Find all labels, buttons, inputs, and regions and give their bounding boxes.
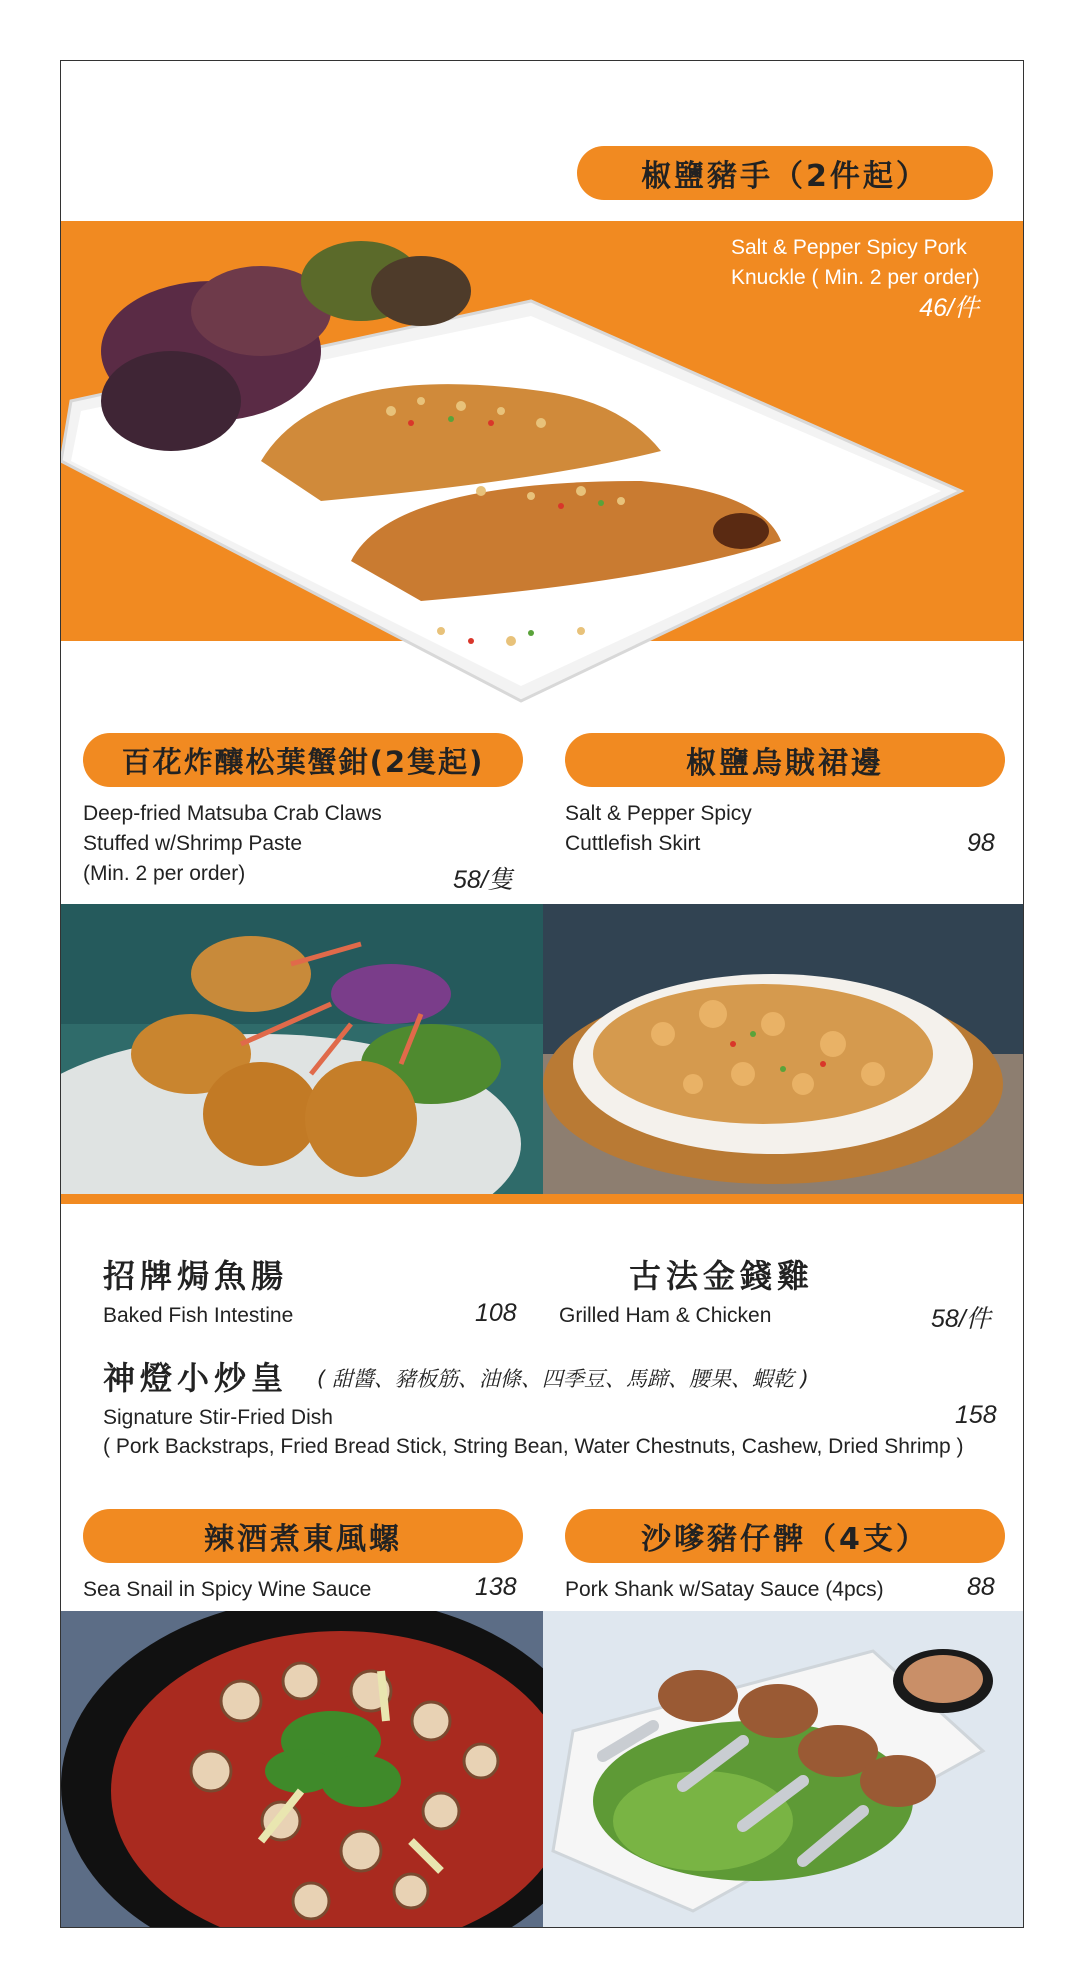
crab-claw-en-line2: Stuffed w/Shrimp Paste: [83, 832, 303, 855]
snail-pot-photo: [61, 1611, 543, 1928]
cuttlefish-photo: [543, 904, 1024, 1194]
crab-claw-desc: [83, 799, 503, 889]
menu-page: [60, 60, 1024, 1928]
cuttlefish-en-line1: Salt & Pepper Spicy: [565, 802, 752, 825]
snail-name-cn: 辣酒煮東風螺: [204, 1522, 402, 1557]
snail-title-pill: [83, 1509, 523, 1563]
crab-claw-title-pill: [83, 733, 523, 787]
pork-shank-name-cn: 沙嗲豬仔髀（4支）: [641, 1522, 929, 1557]
ham-chicken-name-en: Grilled Ham & Chicken: [559, 1304, 772, 1327]
pork-shank-name-en: Pork Shank w/Satay Sauce (4pcs): [565, 1578, 884, 1601]
pork-shank-title-pill: [565, 1509, 1005, 1563]
crab-claw-en-line3: (Min. 2 per order): [83, 862, 246, 885]
cuttlefish-en-line2: Cuttlefish Skirt: [565, 832, 701, 855]
stir-fry-ingredients-en: ( Pork Backstraps, Fried Bread Stick, String Bean, Water Chestnuts, Cashew, Dried Shrimp ): [103, 1435, 964, 1458]
featured-title-pill: [577, 146, 993, 200]
fish-intestine-name-cn: 招牌焗魚腸: [103, 1257, 289, 1295]
pork-shank-photo: [543, 1611, 1024, 1928]
ham-chicken-price: 58/件: [931, 1305, 991, 1333]
pork-shank-price: 88: [967, 1573, 995, 1601]
stir-fry-ingredients-cn: ( 甜醬、豬板筋、油條、四季豆、馬蹄、腰果、蝦乾 ): [317, 1367, 809, 1391]
cuttlefish-desc: [565, 799, 865, 859]
featured-description: [731, 233, 1001, 323]
featured-price: 46/件: [919, 294, 979, 322]
crab-claw-name-cn: 百花炸釀松葉蟹鉗(2隻起): [121, 744, 485, 779]
crab-claw-en-line1: Deep-fried Matsuba Crab Claws: [83, 802, 382, 825]
cuttlefish-price: 98: [967, 829, 995, 857]
fish-intestine-price: 108: [475, 1299, 517, 1327]
cuttlefish-name-cn: 椒鹽烏賊裙邊: [686, 746, 884, 781]
cuttlefish-title-pill: [565, 733, 1005, 787]
stir-fry-name-cn: 神燈小炒皇: [103, 1359, 289, 1397]
snail-price: 138: [475, 1573, 517, 1601]
ham-chicken-name-cn: 古法金錢雞: [629, 1257, 815, 1295]
featured-name-en-line1: Salt & Pepper Spicy Pork: [731, 236, 967, 259]
featured-name-cn: 椒鹽豬手（2件起）: [641, 159, 929, 194]
stir-fry-price: 158: [955, 1401, 997, 1429]
photo-divider-band: [61, 1194, 1024, 1204]
snail-name-en: Sea Snail in Spicy Wine Sauce: [83, 1578, 372, 1601]
featured-name-en-line2: Knuckle ( Min. 2 per order): [731, 266, 980, 289]
crab-claw-price: 58/隻: [453, 866, 513, 894]
crab-claw-photo: [61, 904, 543, 1194]
stir-fry-name-en: Signature Stir-Fried Dish: [103, 1406, 333, 1429]
fish-intestine-name-en: Baked Fish Intestine: [103, 1304, 294, 1327]
